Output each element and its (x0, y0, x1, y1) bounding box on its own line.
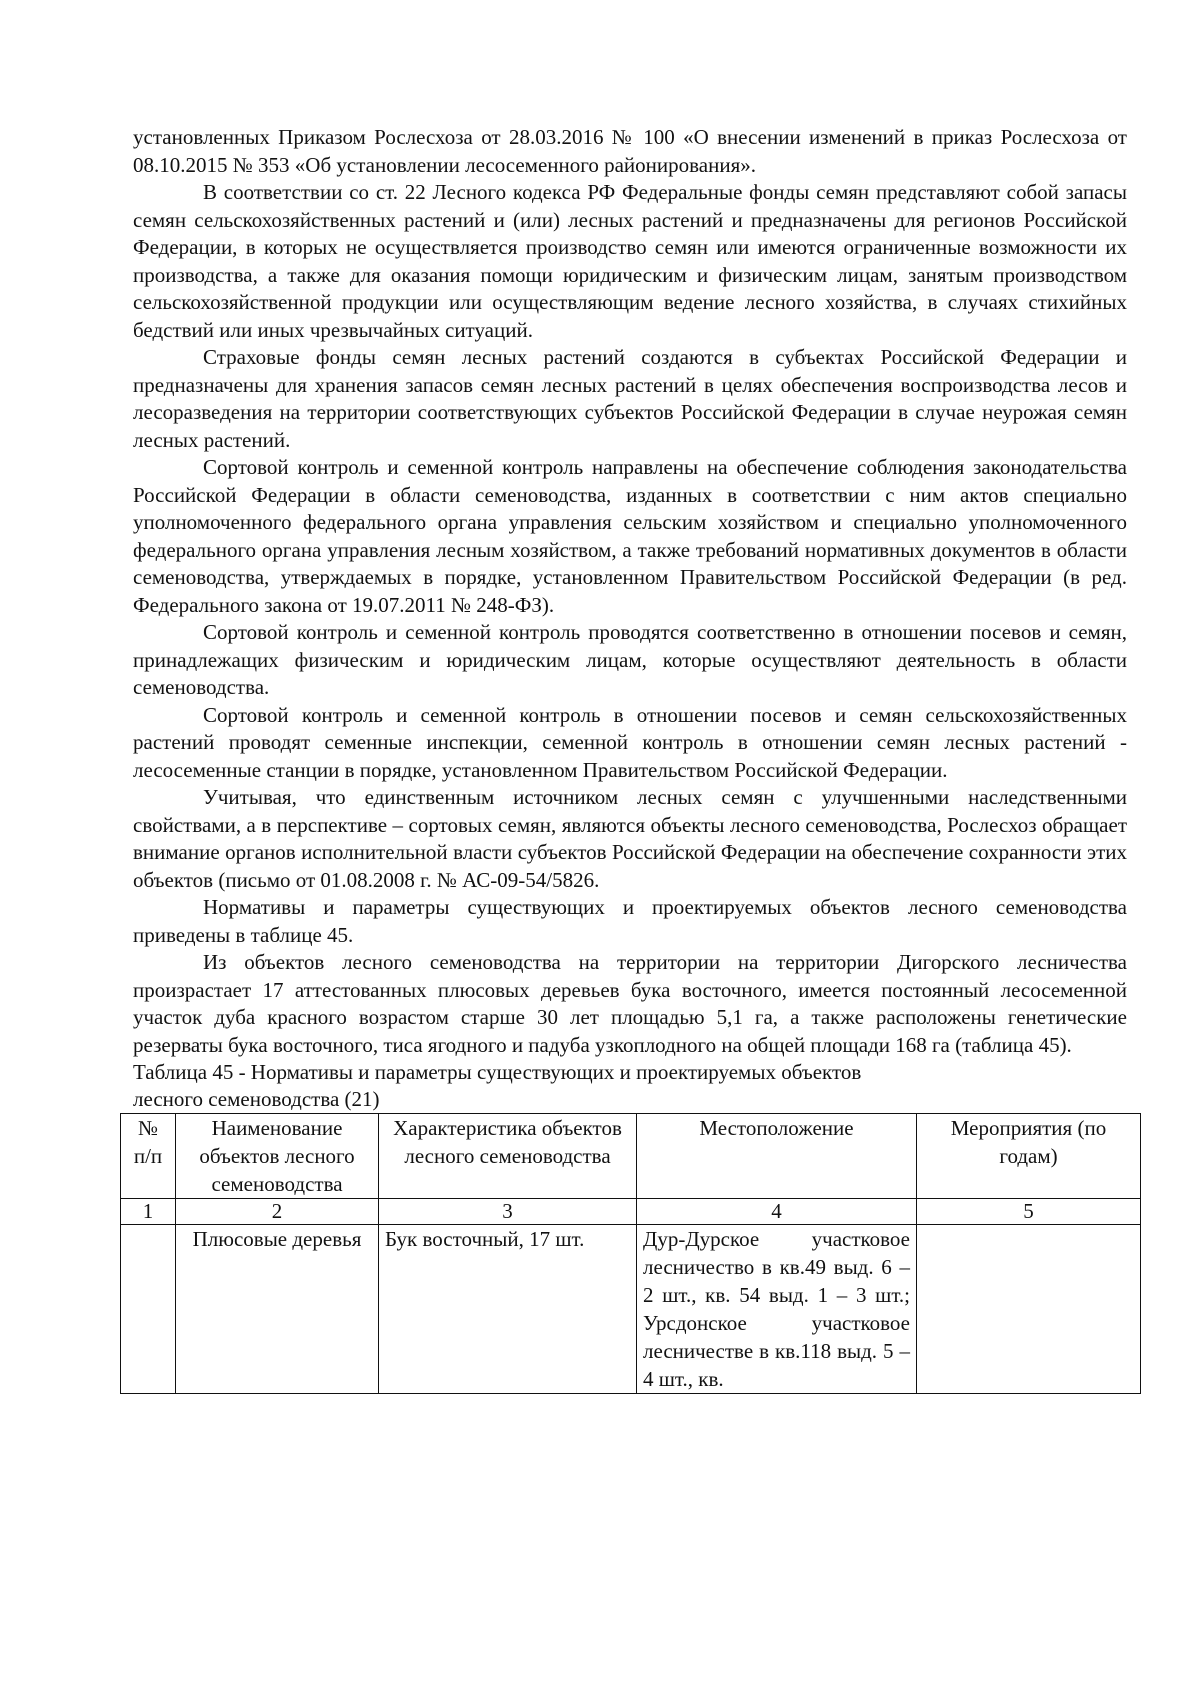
table-caption-line: лесного семеноводства (21) (133, 1087, 380, 1111)
table-cell: Дур-Дурское участковое лесничество в кв.49 выд. 6 – 2 шт., кв. 54 выд. 1 – 3 шт.; Урсдонское участковое лесничестве в кв.118 выд. 5 – 4 шт., кв. (637, 1225, 917, 1394)
document-page (133, 124, 1127, 1394)
table-caption (133, 1059, 1127, 1113)
table-header-row (121, 1114, 1141, 1199)
paragraph: установленных Приказом Рослесхоза от 28.03.2016 № 100 «О внесении изменений в приказ Рослесхоза от 08.10.2015 № 353 «Об установлении лесосеменного районирования». (133, 125, 1127, 177)
column-header: № п/п (121, 1114, 176, 1199)
table-cell: Бук восточный, 17 шт. (379, 1225, 637, 1394)
table-row (121, 1225, 1141, 1394)
column-header: Мероприятия (по годам) (917, 1114, 1141, 1199)
column-number: 3 (379, 1199, 637, 1225)
table-cell (917, 1225, 1141, 1394)
paragraph: Сортовой контроль и семенной контроль направлены на обеспечение соблюдения законодательства Российской Федерации в области семеноводства, изданных в соответствии с ним актов специально уполномоченного федерального органа управления сельским хозяйством и специально уполномоченного федерального органа управления лесным хозяйством, а также требований нормативных документов в области семеноводства, утверждаемых в порядке, установленном Правительством Российской Федерации (в ред. Федерального закона от 19.07.2011 № 248-ФЗ). (133, 455, 1127, 617)
table-caption-line: Таблица 45 - Нормативы и параметры существующих и проектируемых объектов (133, 1060, 862, 1084)
column-header: Наименование объектов лесного семеноводства (176, 1114, 379, 1199)
body-text (133, 124, 1127, 1059)
paragraph: В соответствии со ст. 22 Лесного кодекса РФ Федеральные фонды семян представляют собой запасы семян сельскохозяйственных растений и (или) лесных растений и предназначены для регионов Российской Федерации, в которых не осуществляется производство семян или имеются ограниченные возможности их производства, а также для оказания помощи юридическим и физическим лицам, занятым производством сельскохозяйственной продукции или осуществляющим ведение лесного хозяйства, в случаях стихийных бедствий или иных чрезвычайных ситуаций. (133, 180, 1127, 342)
column-number-row (121, 1199, 1141, 1225)
column-header: Местоположение (637, 1114, 917, 1199)
column-number: 2 (176, 1199, 379, 1225)
column-number: 1 (121, 1199, 176, 1225)
column-number: 4 (637, 1199, 917, 1225)
paragraph: Учитывая, что единственным источником лесных семян с улучшенными наследственными свойствами, а в перспективе – сортовых семян, являются объекты лесного семеноводства, Рослесхоз обращает внимание органов исполнительной власти субъектов Российской Федерации на обеспечение сохранности этих объектов (письмо от 01.08.2008 г. № АС-09-54/5826. (133, 785, 1127, 892)
paragraph: Нормативы и параметры существующих и проектируемых объектов лесного семеноводства приведены в таблице 45. (133, 895, 1127, 947)
column-number: 5 (917, 1199, 1141, 1225)
paragraph: Из объектов лесного семеноводства на территории на территории Дигорского лесничества произрастает 17 аттестованных плюсовых деревьев бука восточного, имеется постоянный лесосеменной участок дуба красного возрастом старше 30 лет площадью 5,1 га, а также расположены генетические резерваты бука восточного, тиса ягодного и падуба узкоплодного на общей площади 168 га (таблица 45). (133, 950, 1127, 1057)
paragraph: Сортовой контроль и семенной контроль в отношении посевов и семян сельскохозяйственных растений проводят семенные инспекции, семенной контроль в отношении семян лесных растений - лесосеменные станции в порядке, установленном Правительством Российской Федерации. (133, 702, 1127, 782)
paragraph: Страховые фонды семян лесных растений создаются в субъектах Российской Федерации и предназначены для хранения запасов семян лесных растений в целях обеспечения воспроизводства лесов и лесоразведения на территории соответствующих субъектов Российской Федерации в случае неурожая семян лесных растений. (133, 345, 1127, 452)
column-header: Характеристика объектов лесного семеноводства (379, 1114, 637, 1199)
table-cell: Плюсовые деревья (176, 1225, 379, 1394)
seed-objects-table (120, 1113, 1141, 1394)
table-cell (121, 1225, 176, 1394)
paragraph: Сортовой контроль и семенной контроль проводятся соответственно в отношении посевов и семян, принадлежащих физическим и юридическим лицам, которые осуществляют деятельность в области семеноводства. (133, 620, 1127, 699)
